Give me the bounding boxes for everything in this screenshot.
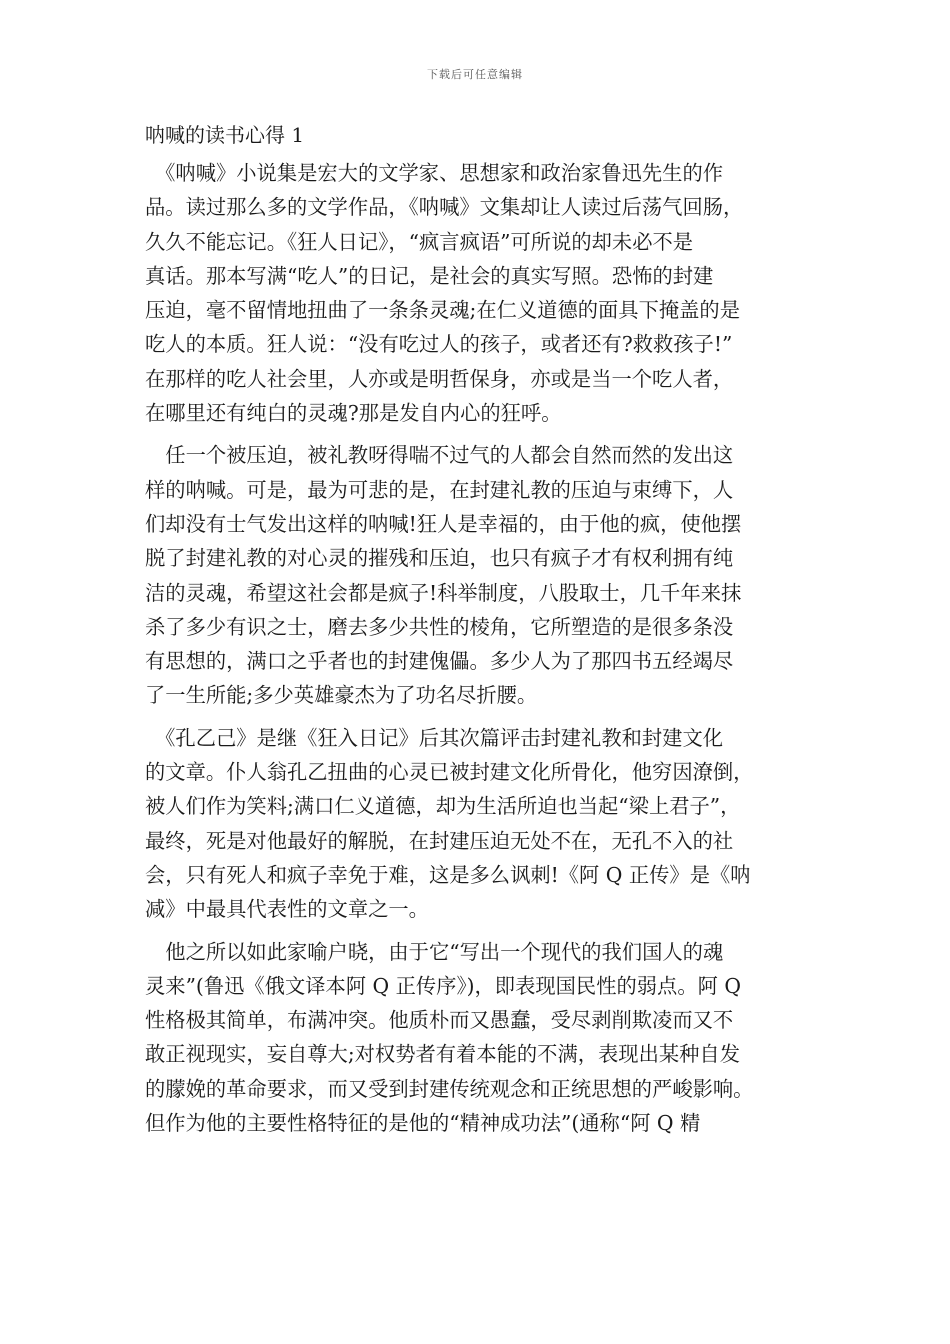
text-line: 了一生所能;多少英雄豪杰为了功名尽折腰。 [145,683,538,708]
document-body [145,118,811,1148]
text-line: 久久不能忘记。《狂人日记》，“疯言疯语”可所说的却未必不是 [145,229,694,254]
text-line: 真话。那本写满“吃人”的日记，是社会的真实写照。恐怖的封建 [145,263,714,288]
text-line: 灵来”(鲁迅《俄文译本阿 Q 正传序》)，即表现国民性的弱点。阿 Q [145,973,741,998]
text-line: 压迫，毫不留情地扭曲了一条条灵魂;在仁义道德的面具下掩盖的是 [145,298,740,323]
text-line: 但作为他的主要性格特征的是他的“精神成功法”(通称“阿 Q 精 [145,1111,701,1136]
text-line: 被人们作为笑料;满口仁义道德，却为生活所迫也当起“梁上君子”， [145,794,741,819]
text-line: 的朦娩的革命要求，而又受到封建传统观念和正统思想的严峻影响。 [145,1076,754,1101]
paragraph-2 [145,438,811,712]
text-line: 吃人的本质。狂人说：“没有吃过人的孩子，或者还有?救救孩子!” [145,332,733,357]
text-line: 敢正视现实，妄自尊大;对权势者有着本能的不满，表现出某种自发 [145,1042,740,1067]
text-line: 性格极其简单，布满冲突。他质朴而又愚蠢，受尽剥削欺凌而又不 [145,1008,734,1033]
text-line: 《呐喊》小说集是宏大的文学家、思想家和政治家鲁迅先生的作 [145,161,724,185]
text-line: 们却没有士气发出这样的呐喊!狂人是幸福的，由于他的疯，使他摆 [145,511,742,536]
text-line: 他之所以如此家喻户晓，由于它“写出一个现代的我们国人的魂 [145,939,724,964]
paragraph-3 [145,721,811,927]
text-line: 最终，死是对他最好的解脱，在封建压迫无处不在，无孔不入的社 [145,828,734,853]
paragraph-4 [145,935,811,1141]
text-line: 品。读过那么多的文学作品，《呐喊》文集却让人读过后荡气回肠， [145,195,744,220]
document-title: 呐喊的读书心得 1 [145,123,305,147]
text-line: 在那样的吃人社会里，人亦或是明哲保身，亦或是当一个吃人者， [145,366,734,391]
text-line: 洁的灵魂，希望这社会都是疯子!科举制度，八股取士，几千年来抹 [145,580,742,605]
text-line: 在哪里还有纯白的灵魂?那是发自内心的狂呼。 [145,401,562,426]
text-line: 会，只有死人和疯子幸免于难，这是多么讽刺!《阿 Q 正传》是《呐 [145,862,751,887]
text-line: 样的呐喊。可是，最为可悲的是，在封建礼教的压迫与束缚下，人 [145,477,734,502]
page-header: 下载后可任意编辑 [427,68,523,81]
text-line: 任一个被压迫，被礼教呀得喘不过气的人都会自然而然的发出这 [145,443,734,468]
text-line: 有思想的，满口之乎者也的封建傀儡。多少人为了那四书五经竭尽 [145,649,734,674]
paragraph-1 [145,156,811,430]
text-line: 脱了封建礼教的对心灵的摧残和压迫，也只有疯子才有权利拥有纯 [145,546,734,571]
text-line: 杀了多少有识之士，磨去多少共性的棱角，它所塑造的是很多条没 [145,614,734,639]
text-line: 减》中最具代表性的文章之一。 [145,897,429,922]
text-line: 《孔乙己》是继《狂入日记》后其次篇评击封建礼教和封建文化 [145,725,724,750]
text-line: 的文章。仆人翁孔乙扭曲的心灵已被封建文化所骨化，他穷因潦倒， [145,760,754,785]
